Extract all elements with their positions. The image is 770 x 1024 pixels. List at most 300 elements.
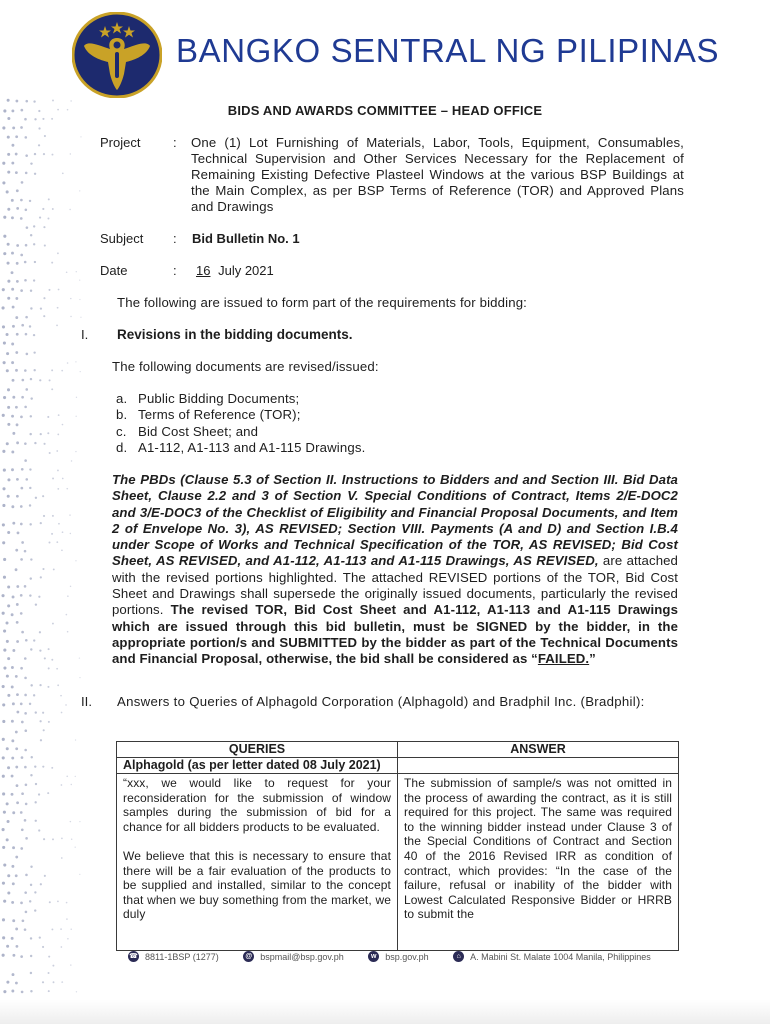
- answer-column-header: ANSWER: [398, 742, 679, 758]
- decorative-dot: [24, 928, 27, 931]
- decorative-dot: [67, 595, 69, 597]
- decorative-dot: [29, 703, 31, 705]
- decorative-dot: [48, 541, 50, 543]
- decorative-dot: [21, 991, 24, 994]
- decorative-dot: [7, 153, 10, 156]
- decorative-dot: [7, 531, 10, 534]
- decorative-dot: [2, 612, 5, 615]
- decorative-dot: [21, 468, 24, 471]
- decorative-dot: [33, 279, 35, 281]
- decorative-dot: [2, 775, 5, 778]
- decorative-dot: [3, 649, 6, 652]
- decorative-dot: [16, 423, 19, 426]
- decorative-dot: [39, 936, 41, 938]
- decorative-dot: [56, 324, 58, 326]
- decorative-dot: [2, 288, 5, 291]
- decorative-dot: [24, 369, 27, 372]
- decorative-dot: [39, 379, 41, 381]
- decorative-dot: [57, 470, 59, 472]
- decorative-dot: [12, 306, 15, 309]
- decorative-dot: [43, 226, 45, 228]
- decorative-dot: [30, 937, 32, 939]
- decorative-dot: [39, 631, 41, 633]
- decorative-dot: [30, 378, 32, 380]
- decorative-dot: [2, 414, 5, 417]
- decorative-dot: [15, 406, 18, 409]
- footer-phone-text: 8811-1BSP (1277): [145, 951, 219, 962]
- decorative-dot: [42, 981, 44, 983]
- decorative-dot: [40, 739, 42, 741]
- decorative-dot: [61, 981, 63, 983]
- decorative-dot: [11, 361, 14, 364]
- decorative-dot: [6, 190, 9, 193]
- decorative-dot: [12, 649, 15, 652]
- subject-value: Bid Bulletin No. 1: [192, 231, 300, 246]
- list-marker: c.: [116, 423, 127, 439]
- decorative-dot: [21, 324, 24, 327]
- intro-text: The following are issued to form part of the requirements for bidding:: [117, 295, 527, 310]
- decorative-dot: [24, 819, 27, 822]
- decorative-dot: [48, 198, 50, 200]
- decorative-dot: [30, 577, 32, 579]
- decorative-dot: [21, 828, 24, 831]
- decorative-dot: [40, 883, 42, 885]
- decorative-dot: [11, 775, 14, 778]
- footer-phone: [128, 951, 219, 962]
- decorative-dot: [11, 199, 14, 202]
- decorative-dot: [15, 874, 18, 877]
- decorative-dot: [16, 189, 19, 192]
- decorative-dot: [40, 576, 42, 578]
- decorative-dot: [79, 821, 80, 822]
- queries-answers-table: [116, 741, 679, 951]
- decorative-dot: [11, 343, 14, 346]
- decorative-dot: [47, 217, 49, 219]
- closing-quote: ”: [589, 651, 596, 667]
- decorative-dot: [31, 756, 33, 758]
- decorative-dot: [42, 568, 44, 570]
- list-item: [116, 391, 365, 407]
- decorative-dot: [11, 505, 14, 508]
- decorative-dot: [24, 118, 27, 121]
- decorative-dot: [51, 533, 53, 535]
- decorative-dot-pattern: [0, 0, 90, 1010]
- decorative-dot: [11, 685, 14, 688]
- decorative-dot: [15, 153, 18, 156]
- decorative-dot: [79, 657, 80, 658]
- decorative-dot: [34, 118, 36, 120]
- decorative-dot: [62, 531, 64, 533]
- decorative-dot: [6, 442, 9, 445]
- date-label: Date: [100, 263, 128, 278]
- date-month-year: July 2021: [218, 263, 274, 278]
- date-day: 16: [196, 263, 211, 278]
- decorative-dot: [2, 756, 5, 759]
- decorative-dot: [16, 262, 19, 265]
- decorative-dot: [20, 612, 23, 615]
- decorative-dot: [40, 433, 42, 435]
- decorative-dot: [15, 297, 18, 300]
- section-2-text: Answers to Queries of Alphagold Corporation (Alphagold) and Bradphil Inc. (Bradphil):: [117, 694, 645, 709]
- decorative-dot: [34, 766, 36, 768]
- decorative-dot: [11, 865, 14, 868]
- decorative-dot: [12, 973, 15, 976]
- attachment-statement: are attached with the revised portions highlighted. The attached REVISED portions of the TOR, Bid Cost Sheet and Drawings shall supersede the originally issued documents, particularly the revised portions.: [112, 553, 678, 618]
- decorative-dot: [12, 379, 15, 382]
- decorative-dot: [24, 585, 27, 588]
- decorative-dot: [21, 181, 24, 184]
- decorative-dot: [43, 315, 45, 317]
- decorative-dot: [21, 721, 24, 724]
- decorative-dot: [43, 297, 45, 299]
- decorative-dot: [40, 522, 42, 524]
- decorative-dot: [2, 325, 5, 328]
- decorative-dot: [30, 972, 32, 974]
- decorative-dot: [25, 911, 28, 914]
- decorative-dot: [12, 325, 15, 328]
- decorative-dot: [6, 747, 9, 750]
- globe-icon: w: [368, 951, 379, 962]
- decorative-dot: [75, 361, 76, 362]
- decorative-dot: [33, 369, 35, 371]
- decorative-dot: [51, 388, 53, 390]
- decorative-dot: [15, 766, 18, 769]
- decorative-dot: [58, 523, 60, 525]
- table-group-row: [117, 758, 679, 774]
- decorative-dot: [12, 811, 15, 814]
- decorative-dot: [7, 820, 10, 823]
- decorative-dot: [66, 902, 68, 904]
- decorative-dot: [12, 396, 15, 399]
- list-item-text: A1-112, A1-113 and A1-115 Drawings.: [138, 439, 366, 455]
- decorative-dot: [57, 684, 59, 686]
- decorative-dot: [65, 704, 67, 706]
- decorative-dot: [2, 918, 5, 921]
- decorative-dot: [7, 208, 10, 211]
- decorative-dot: [66, 775, 68, 777]
- decorative-dot: [20, 955, 23, 958]
- decorative-dot: [21, 396, 24, 399]
- decorative-dot: [30, 955, 32, 957]
- decorative-dot: [75, 846, 76, 847]
- decorative-dot: [51, 928, 53, 930]
- decorative-dot: [20, 703, 23, 706]
- decorative-dot: [70, 586, 71, 587]
- decorative-dot: [44, 244, 46, 246]
- decorative-dot: [11, 666, 14, 669]
- decorative-dot: [61, 549, 63, 551]
- decorative-dot: [75, 416, 76, 417]
- decorative-dot: [24, 712, 27, 715]
- decorative-dot: [62, 424, 64, 426]
- organization-name: BANGKO SENTRAL NG PILIPINAS: [176, 32, 720, 69]
- decorative-dot: [60, 695, 62, 697]
- query-paragraph: We believe that this is necessary to ensure that there will be a fair evaluation of the products to be supplied and installed, similar to the concept that when we buy something from the market, we duly: [123, 848, 391, 922]
- decorative-dot: [24, 766, 27, 769]
- project-label: Project: [100, 135, 141, 150]
- decorative-dot: [11, 901, 14, 904]
- decorative-dot: [25, 837, 28, 840]
- decorative-dot: [24, 891, 27, 894]
- decorative-dot: [56, 450, 58, 452]
- decorative-dot: [66, 918, 68, 920]
- decorative-dot: [24, 442, 27, 445]
- decorative-dot: [70, 928, 71, 929]
- decorative-dot: [39, 684, 41, 686]
- query-cell: [117, 774, 398, 951]
- decorative-dot: [30, 307, 32, 309]
- decorative-dot: [79, 280, 80, 281]
- decorative-dot: [11, 450, 14, 453]
- decorative-dot: [15, 856, 18, 859]
- decorative-dot: [11, 271, 14, 274]
- decorative-dot: [15, 675, 18, 678]
- decorative-dot: [51, 262, 53, 264]
- decorative-dot: [79, 874, 80, 875]
- decorative-dot: [20, 416, 23, 419]
- decorative-dot: [75, 560, 76, 561]
- decorative-dot: [24, 261, 27, 264]
- decorative-dot: [25, 154, 28, 157]
- decorative-dot: [6, 838, 9, 841]
- decorative-dot: [34, 909, 36, 911]
- decorative-dot: [71, 784, 72, 785]
- decorative-dot: [2, 828, 5, 831]
- decorative-dot: [7, 495, 10, 498]
- decorative-dot: [29, 433, 31, 435]
- decorative-dot: [15, 549, 18, 552]
- decorative-dot: [24, 677, 27, 680]
- decorative-dot: [24, 406, 27, 409]
- decorative-dot: [48, 289, 50, 291]
- decorative-dot: [42, 118, 44, 120]
- decorative-dot: [35, 497, 37, 499]
- decorative-dot: [35, 783, 37, 785]
- decorative-dot: [15, 369, 18, 372]
- decorative-dot: [11, 288, 14, 291]
- decorative-dot: [56, 541, 58, 543]
- subject-colon: :: [173, 231, 177, 246]
- decorative-dot: [66, 488, 68, 490]
- decorative-dot: [12, 522, 15, 525]
- decorative-dot: [52, 623, 54, 625]
- decorative-dot: [20, 523, 23, 526]
- decorative-dot: [16, 621, 19, 624]
- subject-label: Subject: [100, 231, 144, 246]
- decorative-dot: [42, 766, 44, 768]
- list-item-text: Public Bidding Documents;: [138, 391, 300, 406]
- decorative-dot: [7, 766, 10, 769]
- table-header-row: [117, 742, 679, 758]
- decorative-dot: [7, 99, 10, 102]
- decorative-dot: [79, 677, 80, 678]
- decorative-dot: [30, 866, 32, 868]
- decorative-dot: [43, 515, 45, 517]
- decorative-dot: [30, 884, 32, 886]
- decorative-dot: [34, 801, 36, 803]
- decorative-dot: [16, 280, 19, 283]
- decorative-dot: [26, 226, 29, 229]
- decorative-dot: [47, 416, 49, 418]
- decorative-dot: [6, 333, 9, 336]
- decorative-dot: [70, 964, 71, 965]
- decorative-dot: [42, 208, 44, 210]
- decorative-dot: [3, 252, 6, 255]
- decorative-dot: [15, 135, 18, 138]
- decorative-dot: [7, 136, 10, 139]
- list-marker: b.: [116, 407, 128, 423]
- decorative-dot: [15, 568, 18, 571]
- decorative-dot: [75, 451, 76, 452]
- decorative-dot: [33, 639, 35, 641]
- decorative-dot: [24, 657, 27, 660]
- signing-requirement: The revised TOR, Bid Cost Sheet and A1-112, A1-113 and A1-115 Drawings which are issued through this bid bulletin, must be SIGNED by the bidder, in the appropriate portion/s and SUBMITTED by the bidder as part of the Technical Documents and Financial Proposal, otherwise, the bid shall be considered as “: [112, 602, 679, 667]
- failed-keyword: FAILED.: [537, 651, 590, 667]
- decorative-dot: [29, 468, 31, 470]
- project-colon: :: [173, 135, 177, 150]
- decorative-dot: [33, 694, 35, 696]
- decorative-dot: [33, 225, 35, 227]
- decorative-dot: [11, 720, 14, 723]
- answer-paragraph: The submission of sample/s was not omitted in the process of awarding the contract, as it is still required for this project. The same was required to the winning bidder instead under Clause 3 of the Special Conditions of Contract and Section 40 of the 2016 Revised IRR as condition of contract, which provides: “In the case of the failure, refusal or inability of the bidder with Lowest Calculated Responsive Bidder or HRRB to submit the: [404, 776, 672, 922]
- decorative-dot: [20, 594, 23, 597]
- decorative-dot: [42, 495, 44, 497]
- decorative-dot: [26, 353, 29, 356]
- decorative-dot: [7, 423, 10, 426]
- decorative-dot: [52, 477, 54, 479]
- decorative-dot: [3, 990, 6, 993]
- decorative-dot: [44, 657, 46, 659]
- decorative-dot: [70, 153, 71, 154]
- decorative-dot: [52, 100, 54, 102]
- decorative-dot: [3, 469, 6, 472]
- decorative-dot: [35, 603, 37, 605]
- decorative-dot: [48, 972, 50, 974]
- decorative-dot: [16, 801, 19, 804]
- decorative-dot: [7, 262, 10, 265]
- decorative-dot: [62, 478, 64, 480]
- decorative-dot: [3, 235, 6, 238]
- decorative-dot: [11, 739, 14, 742]
- decorative-dot: [2, 504, 5, 507]
- decorative-dot: [11, 757, 14, 760]
- decorative-dot: [15, 982, 18, 985]
- decorative-dot: [53, 568, 55, 570]
- decorative-dot: [29, 325, 31, 327]
- decorative-dot: [71, 839, 72, 840]
- decorative-dot: [33, 334, 35, 336]
- decorative-dot: [2, 954, 5, 957]
- decorative-dot: [52, 838, 54, 840]
- footer-email-text[interactable]: bspmail@bsp.gov.ph: [260, 951, 344, 962]
- location-icon: ⌂: [453, 951, 464, 962]
- decorative-dot: [2, 720, 5, 723]
- footer-website-text[interactable]: bsp.gov.ph: [385, 951, 429, 962]
- decorative-dot: [6, 675, 9, 678]
- decorative-dot: [25, 783, 28, 786]
- decorative-dot: [69, 209, 70, 210]
- decorative-dot: [6, 352, 9, 355]
- footer-address: [453, 951, 651, 962]
- decorative-dot: [15, 171, 18, 174]
- table-row: [117, 774, 679, 951]
- decorative-dot: [24, 749, 27, 752]
- decorative-dot: [2, 792, 5, 795]
- decorative-dot: [80, 317, 81, 318]
- decorative-dot: [25, 874, 28, 877]
- decorative-dot: [1, 306, 4, 309]
- decorative-dot: [61, 857, 63, 859]
- decorative-dot: [70, 821, 71, 822]
- decorative-dot: [24, 136, 27, 139]
- decorative-dot: [3, 216, 6, 219]
- decorative-dot: [21, 631, 24, 634]
- decorative-dot: [25, 208, 28, 211]
- decorative-dot: [7, 478, 10, 481]
- decorative-dot: [11, 613, 14, 616]
- decorative-dot: [12, 126, 15, 129]
- decorative-dot: [21, 756, 24, 759]
- decorative-dot: [7, 243, 10, 246]
- decorative-dot: [29, 504, 31, 506]
- section-1-number: I.: [81, 327, 89, 342]
- decorative-dot: [3, 863, 6, 866]
- decorative-dot: [43, 729, 45, 731]
- decorative-dot: [21, 379, 24, 382]
- decorative-dot: [6, 981, 9, 984]
- footer-website[interactable]: [368, 951, 428, 962]
- decorative-dot: [20, 254, 23, 257]
- footer-address-text: A. Mabini St. Malate 1004 Manila, Philippines: [470, 951, 651, 962]
- decorative-dot: [44, 135, 46, 137]
- decorative-dot: [67, 938, 69, 940]
- decorative-dot: [20, 667, 23, 670]
- decorative-dot: [30, 558, 32, 560]
- decorative-dot: [15, 747, 18, 750]
- decorative-dot: [47, 432, 49, 434]
- decorative-dot: [70, 298, 71, 299]
- decorative-dot: [25, 478, 28, 481]
- decorative-dot: [7, 406, 10, 409]
- decorative-dot: [34, 153, 36, 155]
- list-item: [116, 424, 365, 440]
- decorative-dot: [2, 450, 5, 453]
- decorative-dot: [30, 684, 32, 686]
- decorative-dot: [16, 207, 19, 210]
- decorative-dot: [25, 639, 28, 642]
- decorative-dot: [67, 631, 69, 633]
- decorative-dot: [12, 882, 15, 885]
- decorative-dot: [70, 533, 71, 534]
- footer-contact-bar: [128, 950, 673, 962]
- decorative-dot: [71, 460, 72, 461]
- decorative-dot: [39, 720, 41, 722]
- decorative-dot: [51, 369, 53, 371]
- decorative-dot: [61, 712, 63, 714]
- phone-icon: ☎: [129, 953, 138, 960]
- decorative-dot: [39, 216, 41, 218]
- group-label-empty: [398, 758, 679, 774]
- decorative-dot: [2, 541, 5, 544]
- decorative-dot: [16, 585, 19, 588]
- decorative-dot: [7, 892, 10, 895]
- decorative-dot: [7, 694, 10, 697]
- footer-email[interactable]: [243, 951, 344, 962]
- decorative-dot: [3, 900, 6, 903]
- decorative-dot: [25, 388, 28, 391]
- decorative-dot: [20, 902, 23, 905]
- decorative-dot: [11, 415, 14, 418]
